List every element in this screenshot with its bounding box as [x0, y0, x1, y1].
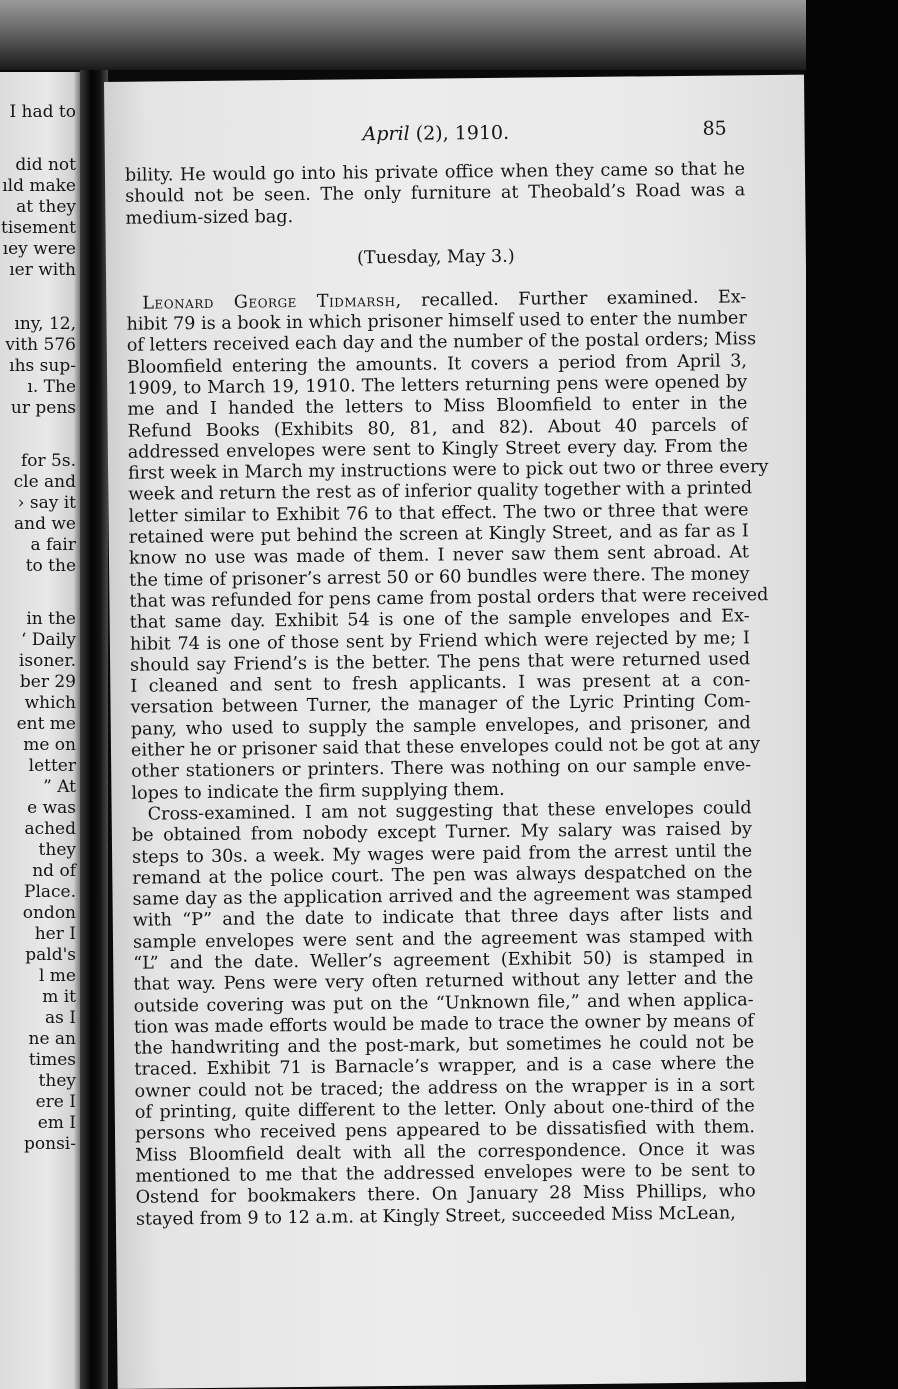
left-page-line: m it	[42, 987, 76, 1007]
text-line: first week in March my instructions were to pick out two or three every	[128, 457, 769, 484]
left-page-line: ı. The	[27, 377, 76, 397]
running-head-month: April	[362, 122, 410, 146]
text-line: me and I handed the letters to Miss Bloomfield to enter in the	[127, 393, 748, 421]
left-page-line: pald's	[25, 945, 76, 965]
left-page-line: they	[38, 840, 76, 860]
text-line: lopes to indicate the firm supplying them.	[131, 779, 505, 804]
text-line: Bloomfield entering the amounts. It covers a period from April 3,	[126, 350, 748, 378]
text-line: that was refunded for pens came from postal orders that were received	[129, 585, 769, 612]
left-page-line: I had to	[9, 102, 76, 122]
left-page-line: ‘ Daily	[20, 630, 76, 650]
text-line: versation between Turner, the manager of the Lyric Printing Com-	[130, 691, 751, 719]
text-line: of letters received each day and the number of the postal orders; Miss	[126, 329, 757, 357]
left-page-line: in the	[26, 609, 76, 629]
left-page-line: ondon	[22, 903, 76, 923]
text-line: hibit 79 is a book in which prisoner himself used to enter the number	[126, 308, 747, 335]
text-line: should not be seen. The only furniture at Theobald’s Road was a	[125, 180, 746, 208]
left-page-line: ıey were	[2, 239, 76, 259]
left-page-line: isoner.	[18, 651, 76, 671]
left-page-line: to the	[25, 556, 76, 576]
left-page-line: her I	[34, 924, 76, 944]
left-page-line: l me	[38, 966, 76, 986]
text-line: that way. Pens were very often returned without any letter and the	[133, 968, 754, 996]
body-text	[124, 159, 769, 1230]
left-page-line: cle and	[13, 472, 76, 492]
page-number: 85	[702, 117, 727, 140]
text-line: retained were put behind the screen at Kingly Street, and as far as I	[128, 521, 749, 548]
text-line: either he or prisoner said that these envelopes could not be got at any	[130, 734, 761, 761]
left-page-line: they	[38, 1071, 76, 1091]
text-line: addressed envelopes were sent to Kingly Street every day. From the	[127, 436, 748, 463]
left-page-line: ur pens	[10, 398, 76, 418]
left-page-fragment	[0, 72, 80, 1389]
left-page-line: ıhs sup-	[9, 356, 76, 376]
left-page-line: ” At	[43, 777, 76, 797]
text-line: tion was made efforts would be made to trace the owner by means of	[133, 1011, 754, 1038]
left-page-line: for 5s.	[20, 451, 76, 471]
running-head-date: (2), 1910.	[409, 121, 510, 145]
book-gutter	[80, 70, 108, 1389]
text-line: I cleaned and sent to fresh applicants. I was present at a con-	[130, 670, 751, 697]
left-page-line: and we	[14, 514, 76, 534]
text-line: stayed from 9 to 12 a.m. at Kingly Street, succeeded Miss McLean,	[135, 1202, 736, 1230]
left-page-line: at they	[16, 197, 76, 217]
left-page-line: e was	[27, 798, 76, 818]
left-page-line: nd of	[32, 861, 76, 881]
text-line: Cross-examined. I am not suggesting that these envelopes could	[147, 798, 752, 825]
text-line: letter similar to Exhibit 76 to that effect. The two or three that were	[128, 500, 749, 527]
left-page-line: ent me	[16, 714, 76, 734]
text-line: week and return the rest as of inferior quality together with a printed	[128, 478, 753, 506]
text-line: traced. Exhibit 71 is Barnacle’s wrapper, and is a case where the	[134, 1053, 755, 1081]
text-line: Miss Bloomfield dealt with all the correspondence. Once it was	[135, 1138, 756, 1166]
text-line: 1909, to March 19, 1910. The letters returning pens were opened by	[127, 372, 748, 399]
left-page-line: letter	[28, 756, 76, 776]
left-page-line: ne an	[28, 1029, 76, 1049]
text-line: sample envelopes were sent and the agreement was stamped with	[132, 925, 754, 953]
text-line: steps to 30s. a week. My wages were paid from the arrest until the	[132, 840, 753, 868]
left-page-line: ponsi-	[24, 1134, 76, 1154]
left-page-line: ıny, 12,	[14, 314, 76, 334]
text-line: bility. He would go into his private office when they came so that he	[124, 159, 746, 186]
text-line: the handwriting and the post-mark, but sometimes he could not be	[134, 1032, 755, 1059]
section-heading: (Tuesday, May 3.)	[356, 246, 515, 269]
left-page-line: ere I	[35, 1092, 76, 1112]
scan-top-edge	[0, 0, 898, 70]
text-line: owner could not be traced; the address on the wrapper is in a sort	[134, 1075, 755, 1102]
text-line: should say Friend’s is the better. The pens that were returned used	[130, 649, 751, 676]
text-line: that same day. Exhibit 54 is one of the sample envelopes and Ex-	[129, 606, 750, 633]
left-page-line: tisement	[0, 218, 76, 238]
left-page-line: ached	[24, 819, 76, 839]
text-line: hibit 74 is one of those sent by Friend which were rejected by me; I	[129, 627, 750, 655]
text-line: “L” and the date. Weller’s agreement (Exhibit 50) is stamped in	[133, 947, 754, 974]
text-line: mentioned to me that the addressed envelopes were to be sent to	[135, 1160, 756, 1187]
left-page-line: ıer with	[9, 260, 76, 280]
text-line: same day as the application arrived and the agreement was stamped	[132, 883, 753, 910]
left-page-line: ıld make	[2, 176, 76, 196]
left-page-line: a fair	[30, 535, 76, 555]
text-line: remand at the police court. The pen was always despatched on the	[132, 862, 753, 889]
left-page-line: which	[24, 693, 76, 713]
text-line: Ostend for bookmakers there. On January 28 Miss Phillips, who	[135, 1181, 756, 1208]
text-line: with “P” and the date to indicate that three days after lists and	[132, 904, 753, 932]
left-page-line: as I	[45, 1008, 76, 1028]
text-line: persons who received pens appeared to be dissatisfied with them.	[134, 1117, 756, 1145]
text-line: medium-sized bag.	[125, 206, 294, 229]
text-line: know no use was made of them. I never saw them sent abroad. At	[128, 542, 750, 570]
text-line: of printing, quite different to the letter. Only about one-third of the	[134, 1096, 755, 1123]
text-line: be obtained from nobody except Turner. My salary was raised by	[131, 819, 752, 846]
running-head	[362, 122, 509, 146]
left-page-line: did not	[15, 155, 76, 175]
text-line: outside covering was put on the “Unknown file,” and when applica-	[133, 989, 754, 1017]
text-line: the time of prisoner’s arrest 50 or 60 bundles were there. The money	[129, 563, 750, 591]
left-page-line: › say it	[17, 493, 76, 513]
text-line: Refund Books (Exhibits 80, 81, and 82). About 40 parcels of	[127, 414, 748, 442]
text-line: pany, who used to supply the sample envelopes, and prisoner, and	[130, 712, 751, 740]
scan-right-border	[806, 0, 898, 1389]
left-page-line: ber 29	[19, 672, 76, 692]
left-page-line: em I	[37, 1113, 76, 1133]
left-page-line: Place.	[24, 882, 76, 902]
left-page-line: times	[28, 1050, 76, 1070]
right-page	[104, 75, 818, 1389]
left-page-line: me on	[23, 735, 76, 755]
text-line: other stationers or printers. There was nothing on our sample enve-	[131, 755, 752, 783]
page-header	[104, 119, 804, 150]
witness-name: Leonard George Tidmarsh,	[142, 290, 402, 314]
text-line-rest: recalled. Further examined. Ex-	[420, 287, 747, 311]
left-page-line: vith 576	[5, 335, 76, 355]
